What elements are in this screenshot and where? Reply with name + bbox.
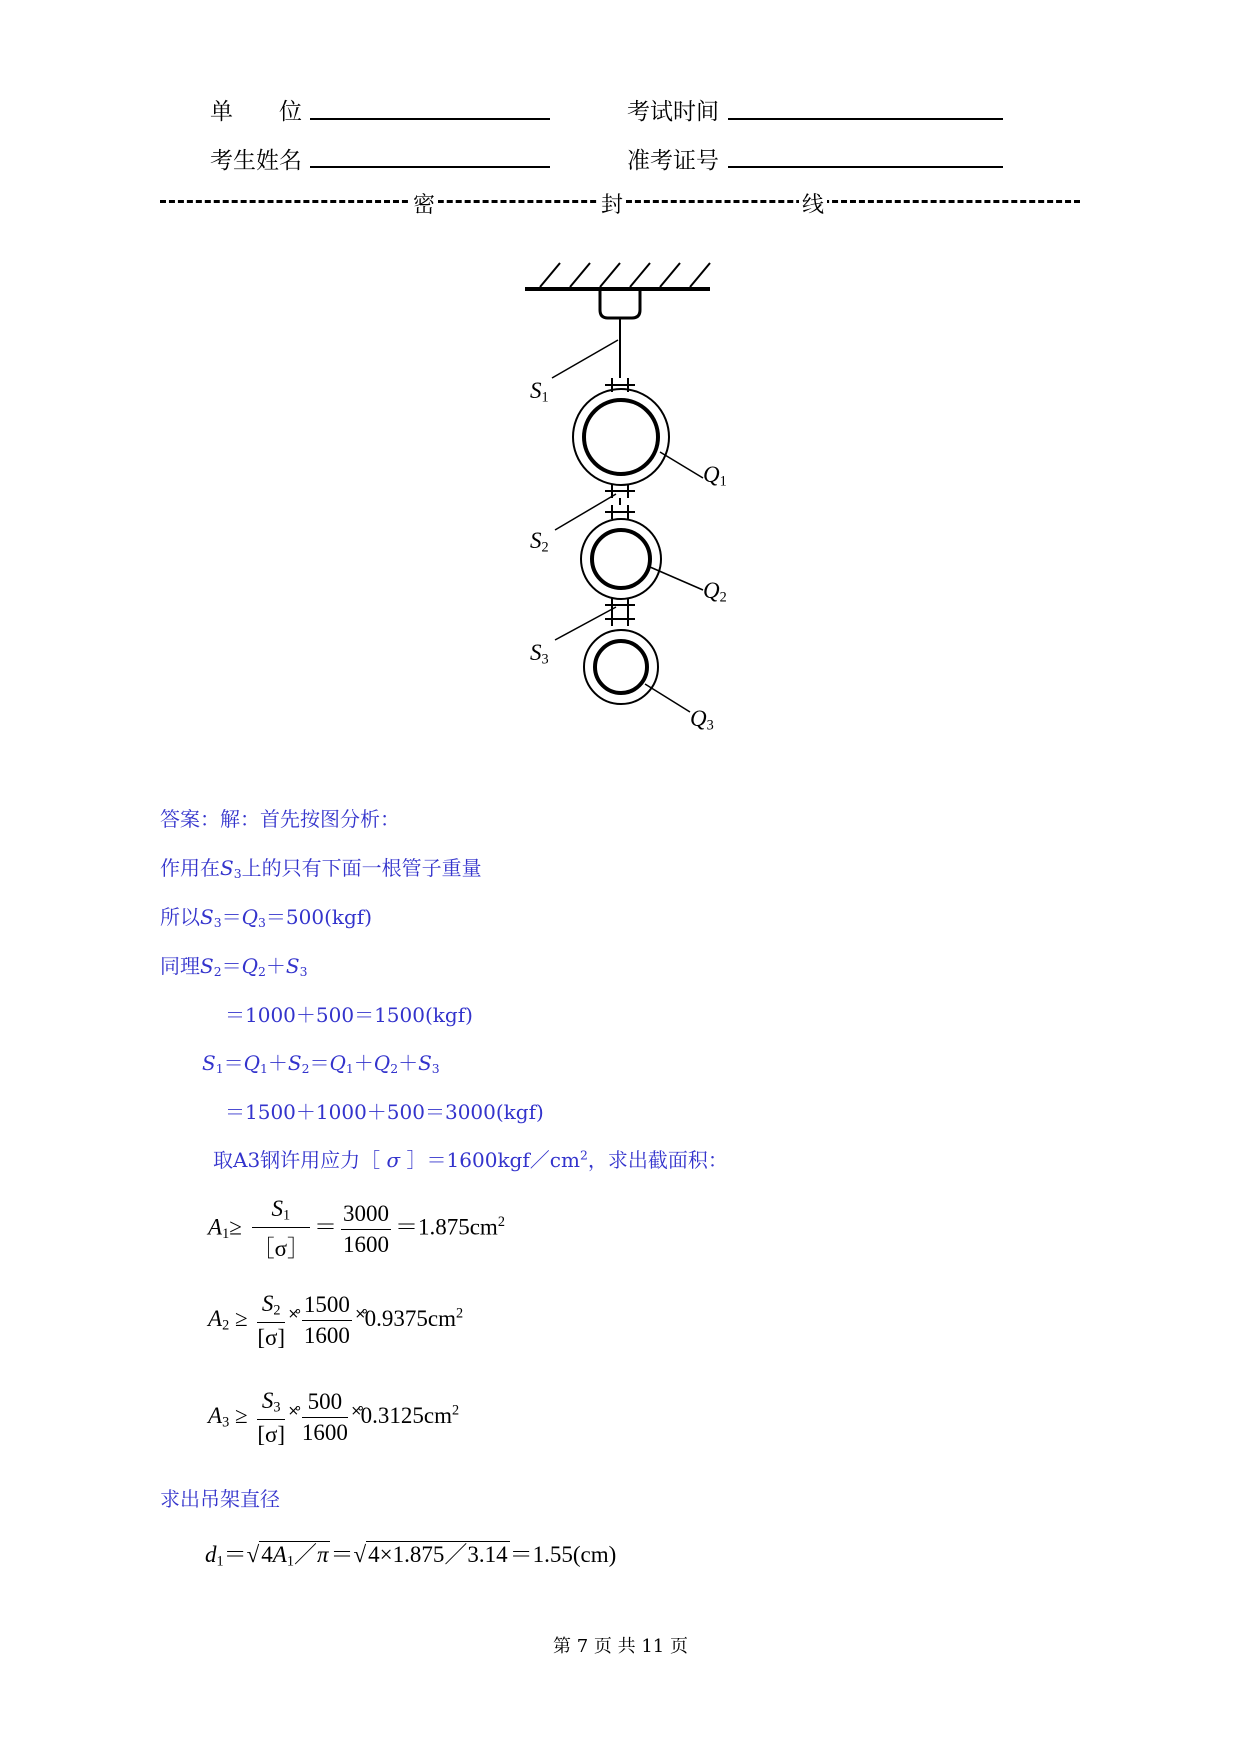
page-number: 第 7 页 共 11 页 bbox=[553, 1636, 688, 1657]
answer-line-6: $S_1=Q_1+S_2=Q_1+Q_2+S_3$ bbox=[202, 1051, 440, 1077]
answer-line-7: ＝1500＋1000＋500＝3000(kgf) bbox=[225, 1100, 544, 1124]
answer-line-5: ＝1000＋500＝1500(kgf) bbox=[225, 1003, 473, 1027]
label-q3: $Q_3$ bbox=[690, 706, 714, 734]
pipe-hanger-figure bbox=[0, 0, 1241, 760]
formula-a1: $A_1\ge$ $\frac{S_1}{[\sigma]}$ ＝ $\frac{3000}{1600}$ $=1.875cm^2$ bbox=[208, 1196, 505, 1261]
formula-d1: $d_1=√4A_1/\pi=√4\times 1.875/3.14=1.55(cm)$ bbox=[205, 1542, 617, 1570]
answer-line-4: 同理$S_2=Q_2+S_3$ bbox=[160, 954, 308, 980]
formula-a2: $A_2$ ≥ $\frac{S_2}{[\sigma]}$ ˟̊ $\frac{1500}{1600}$ $˟̊0.9375cm^2$ bbox=[208, 1291, 464, 1350]
unit-label: 单 位 bbox=[210, 99, 302, 125]
label-q2: $Q_2$ bbox=[703, 578, 727, 606]
answer-line-2: 作用在$S_3$上的只有下面一根管子重量 bbox=[160, 856, 482, 882]
student-name-label: 考生姓名 bbox=[210, 148, 302, 174]
label-q1: $Q_1$ bbox=[703, 462, 727, 490]
seal-char-feng: 封 bbox=[598, 188, 626, 219]
answer-line-9: 求出吊架直径 bbox=[160, 1487, 280, 1511]
admission-id-label: 准考证号 bbox=[627, 148, 719, 174]
exam-time-label: 考试时间 bbox=[627, 99, 719, 125]
seal-char-xian: 线 bbox=[799, 188, 827, 219]
answer-line-3: 所以$S_3=Q_3=500(kgf)$ bbox=[160, 905, 372, 931]
label-s1: $S_1$ bbox=[530, 378, 549, 406]
label-s2: $S_2$ bbox=[530, 528, 549, 556]
answer-line-1: 答案：解：首先按图分析： bbox=[160, 807, 400, 831]
seal-char-mi: 密 bbox=[410, 188, 438, 219]
answer-line-8: 取A3钢许用应力［ σ $]=1600kgf/cm^2$，求出截面积： bbox=[213, 1147, 728, 1172]
formula-a3: $A_3$ ≥ $\frac{S_3}{[\sigma]}$ ˟̊ $\frac{500}{1600}$ $˟̊0.3125cm^2$ bbox=[208, 1388, 460, 1447]
label-s3: $S_3$ bbox=[530, 640, 549, 668]
